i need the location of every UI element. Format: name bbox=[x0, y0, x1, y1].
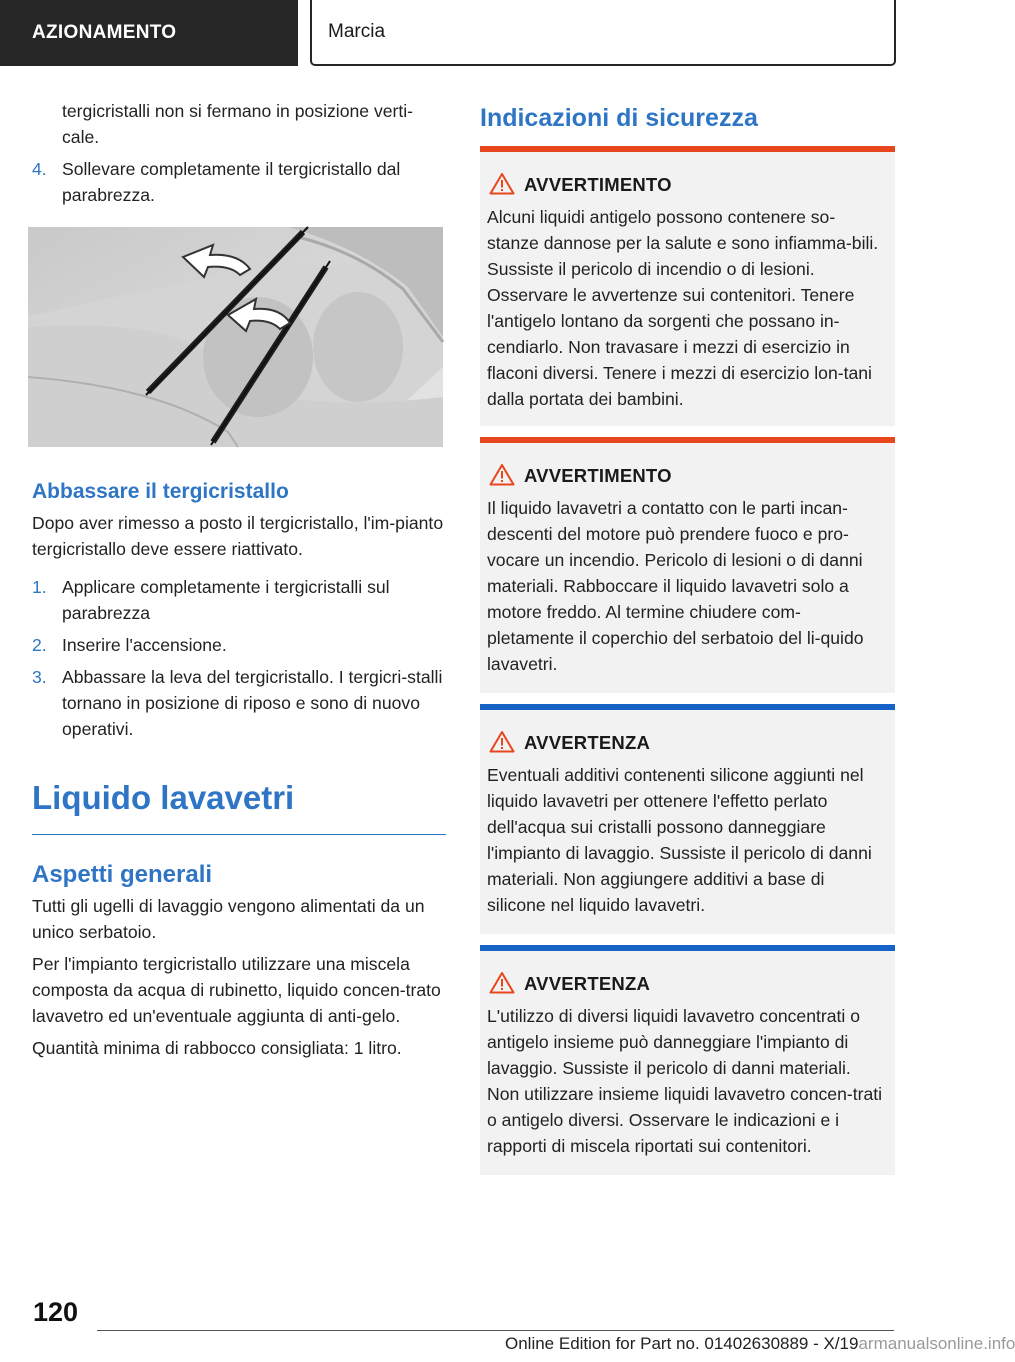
warning-box-1 bbox=[480, 146, 895, 426]
warning-header bbox=[480, 461, 895, 501]
notice-text: Eventuali additivi contenenti silicone aggiunti nel liquido lavavetri per ottenere l'effetto perlato dell'acqua sui cristalli possono danneggiare l'impianto di lavaggio. Sussiste il pericolo di danni materiali. Non aggiungere additivi a base di silicone nel liquido lavavetri. bbox=[487, 765, 872, 915]
step-1-text: Applicare completamente i tergicristalli sul parabrezza bbox=[62, 577, 390, 623]
warning-triangle-icon bbox=[489, 463, 515, 486]
notice-header bbox=[480, 969, 895, 1009]
warning-triangle-icon bbox=[489, 172, 515, 195]
warning-text: Alcuni liquidi antigelo possono contenere so-stanze dannose per la salute e sono infiamma-bili. Sussiste il pericolo di incendio o di lesioni. Osservare le avvertenze sui contenitori. Tenere l'antigelo lontano da sorgenti che possano in-cendiarlo. Non travasare i mezzi di esercizio in flaconi diversi. Tenere i mezzi di esercizio lon-tani dalla portata dei bambini. bbox=[487, 207, 879, 409]
step-2 bbox=[32, 632, 446, 658]
step-3 bbox=[32, 664, 446, 742]
chapter-tab: Marcia bbox=[310, 0, 896, 66]
notice-text: L'utilizzo di diversi liquidi lavavetro concentrati o antigelo insieme può danneggiare l'impianto di lavaggio. Sussiste il pericolo di danni materiali. Non utilizzare insieme liquidi lavavetro concen-trati o antigelo diversi. Osservare le indicazioni e i rapporti di miscela riportati sui contenitori. bbox=[487, 1006, 883, 1156]
warning-triangle-icon bbox=[489, 730, 515, 753]
step-3-text: Abbassare la leva del tergicristallo. I tergicri-stalli tornano in posizione di riposo e sono di nuovo operativi. bbox=[62, 667, 443, 739]
warning-triangle-icon bbox=[489, 971, 515, 994]
notice-header bbox=[480, 728, 895, 768]
paragraph-mixture: Per l'impianto tergicristallo utilizzare una miscela composta da acqua di rubinetto, liquido concen-trato lavavetro ed un'eventuale aggiunta di anti-gelo. bbox=[32, 954, 441, 1026]
wiper-illustration bbox=[28, 227, 443, 447]
main-heading: Liquido lavavetri bbox=[32, 779, 295, 816]
footer-rule bbox=[97, 1330, 894, 1331]
left-column-bottom bbox=[32, 478, 446, 1061]
step-3-number: 3. bbox=[32, 667, 47, 687]
heading-rule bbox=[32, 834, 446, 835]
step-1-number: 1. bbox=[32, 577, 47, 597]
notice-level: AVVERTENZA bbox=[524, 732, 651, 753]
paragraph-reservoir: Tutti gli ugelli di lavaggio vengono alimentati da un unico serbatoio. bbox=[32, 896, 425, 942]
section-title-lower-wiper: Abbassare il tergicristallo bbox=[32, 480, 289, 503]
right-column bbox=[480, 100, 895, 136]
continued-step-line2: cale. bbox=[62, 127, 100, 147]
warning-bar bbox=[480, 146, 895, 152]
watermark-text: armanualsonline.info bbox=[858, 1334, 1015, 1353]
safety-title: Indicazioni di sicurezza bbox=[480, 104, 758, 132]
page-header bbox=[0, 0, 960, 66]
windshield-wipers-image bbox=[28, 227, 443, 447]
warning-bar bbox=[480, 437, 895, 443]
edition-text: Online Edition for Part no. 01402630889 - X/19 bbox=[505, 1334, 859, 1353]
warning-header bbox=[480, 170, 895, 210]
warning-level: AVVERTIMENTO bbox=[524, 465, 672, 486]
step-2-text: Inserire l'accensione. bbox=[62, 635, 227, 655]
footer-edition bbox=[505, 1334, 1015, 1354]
notice-box-1 bbox=[480, 704, 895, 934]
section-intro: Dopo aver rimesso a posto il tergicristallo, l'im-pianto tergicristallo deve essere riattivato. bbox=[32, 513, 444, 559]
warning-box-2 bbox=[480, 437, 895, 693]
step-1 bbox=[32, 574, 446, 626]
notice-bar bbox=[480, 704, 895, 710]
section-tab: AZIONAMENTO bbox=[0, 0, 298, 66]
notice-level: AVVERTENZA bbox=[524, 973, 651, 994]
notice-box-2 bbox=[480, 945, 895, 1175]
paragraph-quantity: Quantità minima di rabbocco consigliata: 1 litro. bbox=[32, 1038, 402, 1058]
section-title-general: Aspetti generali bbox=[32, 861, 213, 888]
page-number: 120 bbox=[33, 1297, 79, 1327]
step-4-text: Sollevare completamente il tergicristallo dal parabrezza. bbox=[62, 159, 401, 205]
warning-level: AVVERTIMENTO bbox=[524, 174, 672, 195]
step-2-number: 2. bbox=[32, 635, 47, 655]
step-4-number: 4. bbox=[32, 159, 47, 179]
notice-bar bbox=[480, 945, 895, 951]
step-4 bbox=[32, 156, 446, 208]
continued-step-line1: tergicristalli non si fermano in posizione verti- bbox=[62, 101, 414, 121]
left-column-top bbox=[32, 98, 446, 214]
warning-text: Il liquido lavavetri a contatto con le parti incan-descenti del motore può prendere fuoco e pro-vocare un incendio. Pericolo di lesioni o di danni materiali. Rabboccare il liquido lavavetri solo a motore freddo. Al termine chiudere com-pletamente il coperchio del serbatoio del li-quido lavavetri. bbox=[487, 498, 864, 674]
